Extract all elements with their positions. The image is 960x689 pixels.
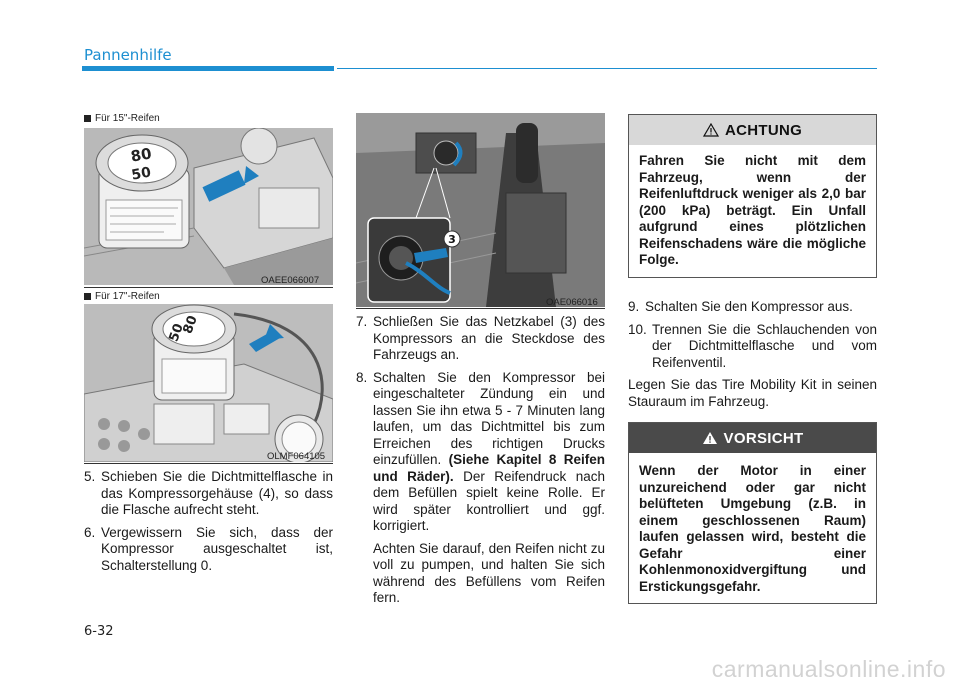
page-number: 6-32 xyxy=(84,624,114,639)
achtung-text: Fahren Sie nicht mit dem Fahrzeug, wenn der Reifenluftdruck weniger als 2,0 bar (200 kPa) beträgt. Ein Unfall aufgrund eines plötzlichen Reifenschadens wäre die mögliche Folge. xyxy=(639,153,866,267)
figure-2-rule xyxy=(84,463,333,464)
figure-3-rule xyxy=(356,308,605,309)
column-3-steps xyxy=(628,299,877,416)
vorsicht-header: VORSICHT xyxy=(629,423,876,453)
vorsicht-caution-box xyxy=(628,422,877,604)
figure-1-compressor-15 xyxy=(84,128,333,285)
header-rule-thin xyxy=(337,68,877,69)
note: Achten Sie darauf, den Reifen nicht zu voll zu pumpen, und halten Sie sich während des Befüllens vom Reifen fern. xyxy=(373,540,605,605)
header-rule xyxy=(82,66,334,71)
step-7: 7. Schließen Sie das Netzkabel (3) des Kompressors an die Steckdose des Fahrzeugs an. xyxy=(356,314,605,362)
gauge-value-bottom: 50 xyxy=(130,164,153,184)
warning-triangle-icon xyxy=(703,123,719,137)
bullet-square-icon xyxy=(84,115,91,122)
step-9: 9. Schalten Sie den Kompressor aus. xyxy=(628,299,853,314)
vorsicht-text: Wenn der Motor in einer unzureichend oder gar nicht belüfteten Umgebung (z.B. in einem geschlossenen Raum) laufen gelassen wird, besteht die Gefahr einer Kohlenmonoxidvergiftung und Erstickungsgefahr. xyxy=(639,463,866,594)
section-title: Pannenhilfe xyxy=(84,46,172,64)
step-10: 10. Trennen Sie die Schlauchenden von der Dichtmittelflasche und vom Reifenventil. xyxy=(628,321,877,370)
column-1-steps xyxy=(84,469,333,580)
chapter-reference: (Siehe Kapitel 8 Reifen und Räder). xyxy=(373,452,605,484)
figure-2-compressor-17 xyxy=(84,304,333,462)
gauge-value-bottom: 50 xyxy=(166,321,187,344)
watermark: carmanualsonline.info xyxy=(711,656,946,682)
figure-3-power-outlet xyxy=(356,113,605,307)
figure-1-rule xyxy=(84,287,333,288)
step-5: 5. Schieben Sie die Dichtmittelflasche in das Kompressorgehäuse (4), so dass die Flasche aufrecht steht. xyxy=(84,469,333,517)
figure-1-caption: Für 15"-Reifen xyxy=(84,113,160,124)
achtung-header: ACHTUNG xyxy=(629,115,876,145)
figure-2-caption: Für 17"-Reifen xyxy=(84,291,160,302)
caution-triangle-icon xyxy=(702,431,718,445)
gauge-value-top: 80 xyxy=(180,313,201,336)
bullet-square-icon xyxy=(84,293,91,300)
gauge-value-top: 80 xyxy=(129,144,153,166)
stowage-instruction: Legen Sie das Tire Mobility Kit in seinen Stauraum im Fahrzeug. xyxy=(628,377,877,409)
step-8: 8. Schalten Sie den Kompressor bei eingeschalteter Zündung ein und lassen Sie ihn etwa 5 - 7 Minuten lang laufen, um das Dichtmittel bis zum Erreichen des richtigen Drucks einzufüllen. (Siehe Kapitel 8 Reifen und Räder). Der Reifendruck nach dem Befüllen spielt keine Rolle. Er wird später kontrolliert und ggf. korrigiert. xyxy=(356,369,605,533)
step-6: 6. Vergewissern Sie sich, dass der Kompressor ausgeschaltet ist, Schalterstellung 0. xyxy=(84,524,333,573)
figure-1-code: OAEE066007 xyxy=(261,275,320,286)
figure-2-code: OLMF064105 xyxy=(267,451,326,462)
achtung-warning-box xyxy=(628,114,877,278)
callout-number: 3 xyxy=(448,233,456,246)
figure-3-code: OAE066016 xyxy=(546,297,598,308)
column-2-steps xyxy=(356,314,605,613)
